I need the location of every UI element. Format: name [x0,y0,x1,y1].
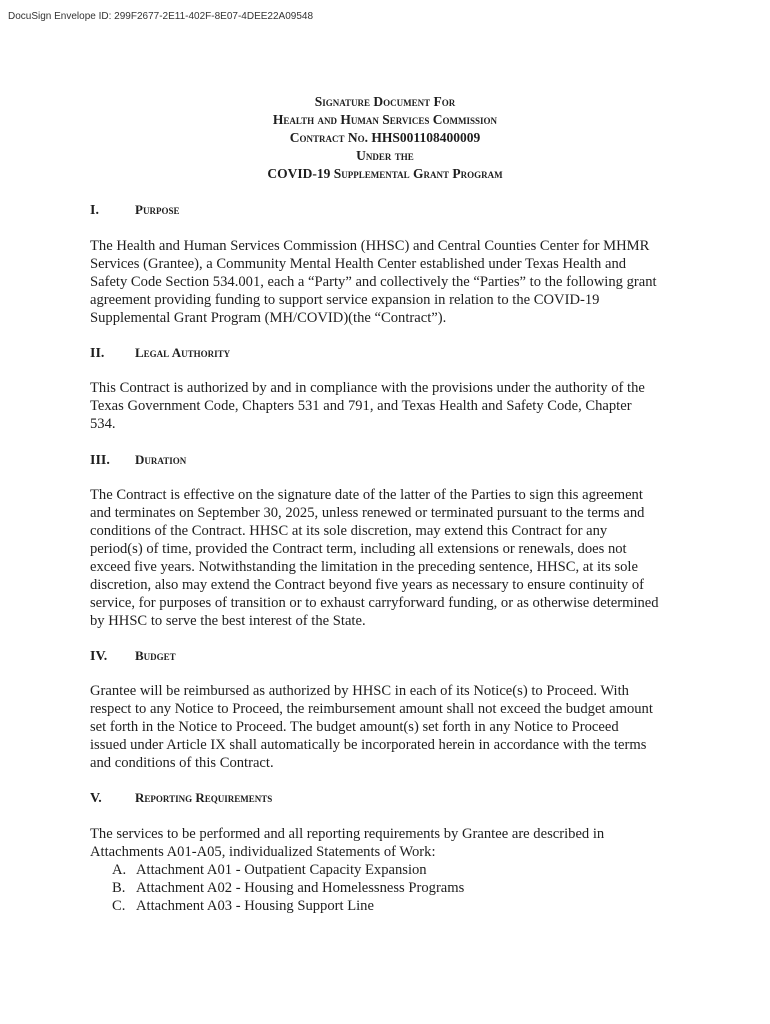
purpose-paragraph [90,237,690,327]
section-title: Legal Authority [135,345,231,360]
paragraph-line: period(s) of time, provided the Contract term, including all extensions or renewals, does not [90,541,627,557]
paragraph-line: Safety Code Section 534.001, each a “Party” and collectively the “Parties” to the following grant [90,274,657,290]
section-heading-legal-authority [90,345,230,362]
paragraph-line: Services (Grantee), a Community Mental Health Center established under Texas Health and [90,256,627,272]
duration-paragraph [90,486,690,630]
list-item-letter: A. [112,862,127,878]
section-title: Purpose [135,202,180,217]
list-item [90,897,690,915]
paragraph-line: agreement providing funding to support service expansion in relation to the COVID-19 [90,292,600,308]
section-number: I. [90,203,99,218]
title-line-4: Under the [356,148,414,163]
list-item-letter: B. [112,880,126,896]
section-number: IV. [90,649,108,664]
paragraph-line: 534. [90,416,116,432]
title-line-3: Contract No. HHS001108400009 [289,130,481,145]
paragraph-line: The Health and Human Services Commission (HHSC) and Central Counties Center for MHMR [90,238,650,254]
list-item-text: Attachment A01 - Outpatient Capacity Expansion [136,862,427,878]
paragraph-line: Attachments A01-A05, individualized Statements of Work: [90,844,436,860]
list-item-text: Attachment A03 - Housing Support Line [136,898,374,914]
paragraph-line: Grantee will be reimbursed as authorized by HHSC in each of its Notice(s) to Proceed. With [90,683,629,699]
paragraph-line: This Contract is authorized by and in compliance with the provisions under the authority of the [90,380,645,396]
paragraph-line: conditions of the Contract. HHSC at its sole discretion, may extend this Contract for any [90,523,608,539]
paragraph-line: exceed five years. Notwithstanding the limitation in the preceding sentence, HHSC, at its sole [90,559,638,575]
paragraph-line: The services to be performed and all reporting requirements by Grantee are described in [90,826,605,842]
document-title [0,93,770,183]
paragraph-line: by HHSC to serve the best interest of the State. [90,613,366,629]
section-heading-budget [90,648,176,665]
paragraph-line: discretion, also may extend the Contract beyond five years as necessary to ensure continuity of [90,577,644,593]
paragraph-line: issued under Article IX shall automatically be incorporated herein in accordance with the terms [90,737,647,753]
section-title: Duration [135,452,187,467]
list-item-letter: C. [112,898,126,914]
legal-authority-paragraph [90,379,690,433]
paragraph-line: Supplemental Grant Program (MH/COVID)(the “Contract”). [90,310,447,326]
docusign-envelope-id: DocuSign Envelope ID: 299F2677-2E11-402F-8E07-4DEE22A09548 [8,11,314,22]
list-item [90,879,690,897]
paragraph-line: set forth in the Notice to Proceed. The budget amount(s) set forth in any Notice to Proceed [90,719,619,735]
list-item-text: Attachment A02 - Housing and Homelessness Programs [136,880,465,896]
section-number: II. [90,346,105,361]
reporting-requirements-paragraph [90,825,690,915]
title-line-1: Signature Document For [314,94,456,109]
section-title: Reporting Requirements [135,790,273,805]
list-item [90,861,690,879]
section-number: III. [90,453,110,468]
budget-paragraph [90,682,690,772]
section-title: Budget [135,648,176,663]
title-line-5: COVID-19 Supplemental Grant Program [267,166,503,181]
paragraph-line: The Contract is effective on the signature date of the latter of the Parties to sign this agreement [90,487,643,503]
title-line-2: Health and Human Services Commission [272,112,498,127]
paragraph-line: Texas Government Code, Chapters 531 and 791, and Texas Health and Safety Code, Chapter [90,398,632,414]
section-number: V. [90,791,102,806]
paragraph-line: and conditions of this Contract. [90,755,274,771]
paragraph-line: respect to any Notice to Proceed, the reimbursement amount shall not exceed the budget amount [90,701,653,717]
paragraph-line: and terminates on September 30, 2025, unless renewed or terminated pursuant to the terms and [90,505,645,521]
section-heading-duration [90,452,186,469]
paragraph-line: service, for purposes of transition or to exhaust carryforward funding, or as otherwise determined [90,595,659,611]
section-heading-reporting-requirements [90,790,272,807]
section-heading-purpose [90,202,179,219]
